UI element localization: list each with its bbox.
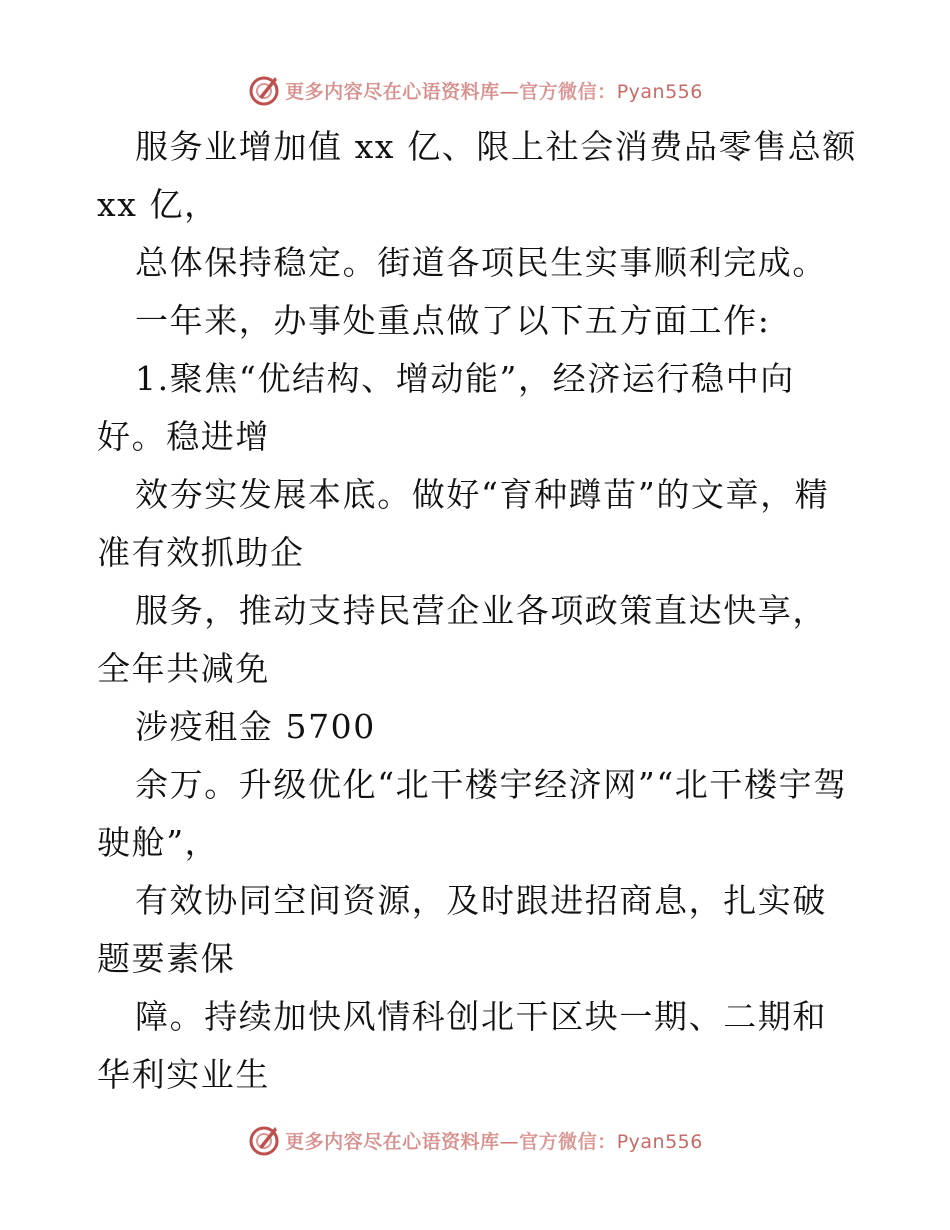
watermark-wechat-id: Pyan556 xyxy=(616,1130,703,1153)
paragraph: 服务业增加值 xx 亿、限上社会消费品零售总额 xx 亿， xyxy=(97,127,858,224)
paragraph: 效夯实发展本底。做好“育种蹲苗”的文章，精准有效抓助企 xyxy=(97,475,830,572)
watermark-brand: 更多内容尽在心语资料库 xyxy=(285,1130,500,1153)
paragraph: 1.聚焦“优结构、增动能”，经济运行稳中向好。稳进增 xyxy=(97,359,795,456)
footer-watermark xyxy=(0,1120,950,1160)
paragraph: 障。持续加快风情科创北干区块一期、二期和华利实业生 xyxy=(97,997,827,1094)
paragraph: 涉疫租金 5700 xyxy=(135,707,376,746)
paragraph: 总体保持稳定。街道各项民生实事顺利完成。 xyxy=(135,243,827,282)
paragraph: 服务，推动支持民营企业各项政策直达快享，全年共减免 xyxy=(97,591,827,688)
watermark-brand: 更多内容尽在心语资料库 xyxy=(285,80,500,103)
watermark-wechat-id: Pyan556 xyxy=(616,80,703,103)
quill-logo-icon xyxy=(247,73,281,107)
watermark-text xyxy=(285,77,703,104)
document-body xyxy=(97,118,857,1104)
watermark-wechat-label: 官方微信： xyxy=(519,1130,617,1153)
watermark-text xyxy=(285,1127,703,1154)
watermark-dash: — xyxy=(499,1130,520,1153)
watermark-dash: — xyxy=(499,80,520,103)
paragraph: 一年来，办事处重点做了以下五方面工作: xyxy=(135,301,771,340)
quill-logo-icon xyxy=(247,1123,281,1157)
header-watermark xyxy=(0,70,950,110)
watermark-wechat-label: 官方微信： xyxy=(519,80,617,103)
paragraph: 余万。升级优化“北干楼宇经济网”“北干楼宇驾驶舱”， xyxy=(97,765,848,862)
paragraph: 有效协同空间资源，及时跟进招商息，扎实破题要素保 xyxy=(97,881,827,978)
